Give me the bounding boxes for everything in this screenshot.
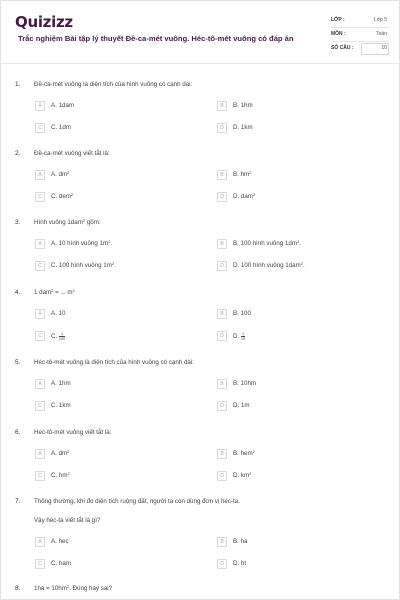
option-text: B. $hm^2$	[233, 170, 252, 178]
option-letter-box[interactable]: B	[217, 239, 227, 249]
page-title: Trắc nghiệm Bài tập lý thuyết Đề-ca-mét vuông. Héc-tô-mét vuông có đáp án	[18, 34, 294, 43]
meta-row-count	[331, 42, 389, 56]
option-letter-box[interactable]: D	[217, 559, 227, 569]
option-text: D. ht	[233, 560, 247, 567]
fraction-numerator: 1	[241, 332, 245, 336]
option-text: A. 1hm	[51, 380, 71, 387]
fraction-denominator: 10	[240, 337, 246, 341]
question-number: 7.	[15, 498, 21, 505]
option-text: A. $dm^2$	[51, 170, 70, 178]
meta-row-class	[331, 14, 389, 28]
option-letter-box[interactable]: C	[35, 123, 45, 133]
option-text: C. 1km	[51, 402, 71, 409]
option-letter-box[interactable]: D	[217, 471, 227, 481]
superscript: 2	[249, 170, 252, 175]
option-letter-box[interactable]: C	[35, 471, 45, 481]
option-letter-box[interactable]: D	[217, 192, 227, 202]
question-number: 4.	[15, 289, 21, 296]
option-letter-box[interactable]: B	[217, 449, 227, 459]
fraction-denominator: 100	[58, 337, 66, 341]
superscript: 2	[249, 471, 252, 476]
question-number: 6.	[15, 429, 21, 436]
superscript: 2	[51, 288, 54, 293]
superscript: 2	[72, 288, 75, 293]
option-letter-box[interactable]: A	[35, 101, 45, 111]
meta-value: 10	[381, 45, 387, 51]
superscript: 2	[67, 449, 70, 454]
superscript: 2	[252, 449, 255, 454]
question-number: 2.	[15, 150, 21, 157]
fraction	[59, 332, 65, 341]
option-letter-box[interactable]: D	[217, 123, 227, 133]
option-text: C. $hm^2$	[51, 471, 70, 479]
superscript: 2	[67, 471, 70, 476]
option-text: D. $\frac{1}{10}$	[233, 332, 246, 341]
option-letter-box[interactable]: A	[35, 170, 45, 180]
option-letter-box[interactable]: B	[217, 309, 227, 319]
superscript: 2	[252, 192, 256, 197]
option-text: B. 100	[233, 310, 251, 317]
superscript: 2	[300, 261, 304, 266]
option-text: A. hec	[51, 538, 69, 545]
option-text: C. $\frac{1}{100}$	[51, 332, 66, 341]
option-letter-box[interactable]: C	[35, 192, 45, 202]
superscript: 2	[296, 239, 300, 244]
option-text: B. ha	[233, 538, 248, 545]
option-text: A. 10 hình vuông $1m^2$.	[51, 239, 113, 247]
quizizz-logo: Quizizz	[15, 13, 73, 31]
meta-value: Toán	[376, 31, 387, 37]
option-letter-box[interactable]: A	[35, 449, 45, 459]
superscript: 2	[111, 261, 115, 266]
option-letter-box[interactable]: D	[217, 401, 227, 411]
option-letter-box[interactable]: C	[35, 559, 45, 569]
option-letter-box[interactable]: C	[35, 401, 45, 411]
option-letter-box[interactable]: B	[217, 170, 227, 180]
option-letter-box[interactable]: A	[35, 239, 45, 249]
option-text: D. 100 hình vuông 1dam$^2$.	[233, 261, 305, 269]
option-letter-box[interactable]: C	[35, 331, 45, 341]
option-letter-box[interactable]: B	[217, 101, 227, 111]
superscript: 2	[66, 584, 70, 589]
option-text: B. 10hm	[233, 380, 257, 387]
superscript: 2	[70, 192, 74, 197]
option-text: C. 100 hình vuông $1m^2$.	[51, 261, 116, 269]
question-number: 5.	[15, 359, 21, 366]
option-letter-box[interactable]: B	[217, 379, 227, 389]
meta-label: SỐ CÂU :	[331, 45, 354, 51]
option-text: A. 10	[51, 310, 66, 317]
option-text: B. hem$^2$	[233, 449, 255, 457]
option-letter-box[interactable]: B	[217, 537, 227, 547]
option-text: B. 100 hình vuông $1dm^2$.	[233, 239, 301, 247]
option-letter-box[interactable]: A	[35, 309, 45, 319]
option-text: B. 1hm	[233, 102, 253, 109]
question-text: Đề-ca-mét vuông là diện tích của hình vuông có cạnh dài:	[34, 81, 193, 88]
question-text: Hec-tô-mét vuông viết tắt là:	[34, 429, 112, 436]
option-text: D. dam$^2$	[233, 192, 256, 200]
option-text: A. $dm^2$	[51, 449, 70, 457]
option-text: D. $km^2$	[233, 471, 252, 479]
option-letter-box[interactable]: A	[35, 537, 45, 547]
question-number: 8.	[15, 585, 21, 592]
question-text: $1ha = 10hm^2$. Đúng hay sai?	[34, 584, 113, 592]
meta-label: LỚP :	[331, 17, 345, 23]
question-number: 3.	[15, 219, 21, 226]
fraction	[241, 332, 245, 341]
meta-value: Lớp 5	[373, 17, 387, 23]
fraction-numerator: 1	[59, 332, 65, 337]
option-text: C. dem$^2$	[51, 192, 74, 200]
question-text: 1 dam$^2$ = ... $m^2$	[34, 288, 75, 296]
superscript: 2	[82, 218, 86, 223]
question-text: Đề-ca-mét vuông viết tắt là:	[34, 150, 110, 157]
option-letter-box[interactable]: C	[35, 261, 45, 271]
superscript: 2	[108, 239, 111, 244]
option-text: C. ham	[51, 560, 71, 567]
option-letter-box[interactable]: D	[217, 261, 227, 271]
question-text: Hình vuông 1dam$^2$ gồm:	[34, 218, 101, 226]
option-letter-box[interactable]: D	[217, 331, 227, 341]
question-text: Thông thường, khi đo diện tích ruộng đất, người ta còn dùng đơn vị héc-ta.	[34, 498, 240, 505]
header-divider	[1, 63, 400, 64]
option-letter-box[interactable]: A	[35, 379, 45, 389]
meta-table	[331, 14, 389, 56]
option-text: D. 1km	[233, 124, 253, 131]
question-text: Héc-tô-mét vuông là diện tích của hình vuông có cạnh dài:	[34, 359, 194, 366]
meta-row-subject	[331, 28, 389, 42]
question-number: 1.	[15, 81, 21, 88]
option-text: D. 1m	[233, 402, 250, 409]
meta-label: MÔN :	[331, 31, 346, 37]
question-text-line2: Vậy héc-ta viết tắt là gì?	[34, 517, 101, 524]
option-text: C. 1dm	[51, 124, 71, 131]
option-text: A. 1dam	[51, 102, 75, 109]
superscript: 2	[67, 170, 70, 175]
